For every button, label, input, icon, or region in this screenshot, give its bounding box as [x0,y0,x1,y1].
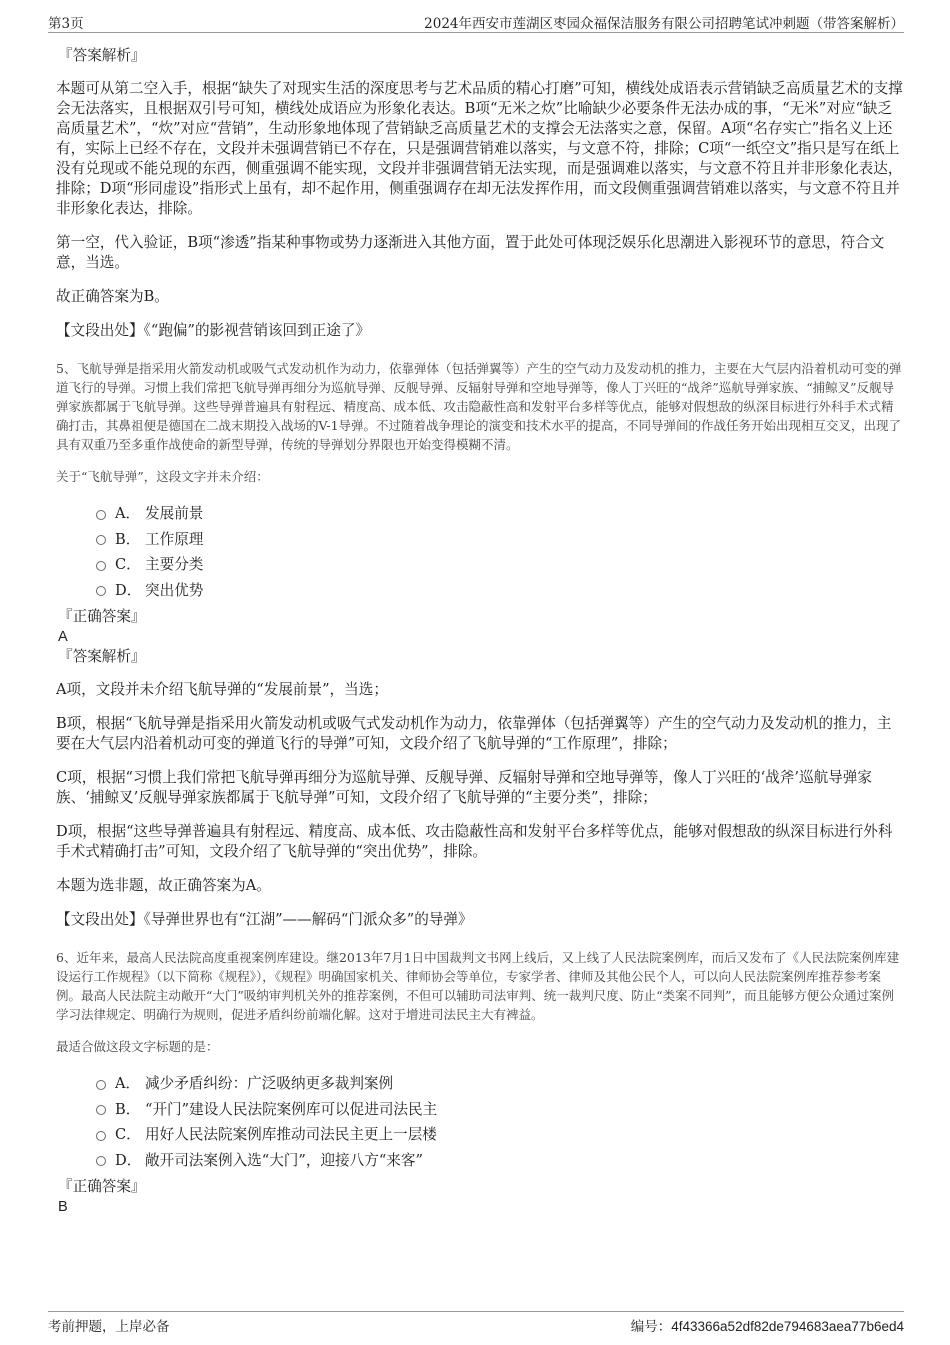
q5-analysis-a: A项，文段并未介绍飞航导弹的“发展前景”，当选； [56,681,388,698]
q5-analysis-b: B项，根据“飞航导弹是指采用火箭发动机或吸气式发动机作为动力，依靠弹体（包括弹翼等）产生的空气动力及发动机的推力，主要在大气层内沿着机动可变的弹道飞行的导弹”可知，文段介绍了飞航导弹的“工作原理”，排除； [56,715,892,752]
radio-icon[interactable] [96,1105,106,1115]
q5-option-c[interactable]: C． 主要分类 [96,551,904,577]
q5-correct-label: 『正确答案』 [58,608,146,625]
q4-analysis-paragraph-2: 第一空，代入验证，B项“渗透”指某种事物或势力逐渐进入其他方面，置于此处可体现泛娱乐化思潮进入影视环节的意思，符合文意，当选。 [56,234,885,271]
q6-question-text: 6、近年来，最高人民法院高度重视案例库建设。继2013年7月1日中国裁判文书网上线后，又上线了人民法院案例库，而后又发布了《人民法院案例库建设运行工作规程》（以下简称《规程》），《规程》明确国家机关、律师协会等单位，专家学者、律师及其他公民个人，可以向人民法院案例库推荐参考案例。最高人民法院主动敞开“大门”吸纳审判机关外的推荐案例，不但可以辅助司法审判、统一裁判尺度、防止“类案不同判”，而且能够方便公众通过案例学习法律规定、明确行为规则，促进矛盾纠纷前端化解。这对于增进司法民主大有裨益。 [56,950,900,1022]
page-header [48,10,904,33]
q6-option-c[interactable]: C． 用好人民法院案例库推动司法民主更上一层楼 [96,1121,904,1147]
radio-icon[interactable] [96,561,106,571]
q5-analysis-d: D项，根据“这些导弹普遍具有射程远、精度高、成本低、攻击隐蔽性高和发射平台多样等优点，能够对假想敌的纵深目标进行外科手术式精确打击”可知，文段介绍了飞航导弹的“突出优势”，排除。 [56,823,893,860]
page-number: 第3页 [48,16,84,32]
radio-icon[interactable] [96,1156,106,1166]
q6-prompt: 最适合做这段文字标题的是： [56,1039,219,1054]
footer-code: 4f43366a52df82de794683aea77b6ed4 [671,1319,904,1334]
q5-source: 【文段出处】《导弹世界也有“江湖”——解码“门派众多”的导弹》 [56,911,473,928]
q5-analysis-label: 『答案解析』 [58,648,146,665]
q4-analysis-paragraph-1: 本题可从第二空入手，根据“缺失了对现实生活的深度思考与艺术品质的精心打磨”可知，横线处成语表示营销缺乏高质量艺术的支撑会无法落实，且根据双引号可知，横线处成语应为形象化表达。B项“无米之炊”比喻缺少必要条件无法办成的事，“无米”对应“缺乏高质量艺术”，“炊”对应“营销”，生动形象地体现了营销缺乏高质量艺术的支撑会无法落实之意，保留。A项“名存实亡”指名义上还有，实际上已经不存在，文段并未强调营销已不存在，只是强调营销难以落实，与文意不符，排除；C项“一纸空文”指只是写在纸上没有兑现或不能兑现的东西，侧重强调不能实现，文段并非强调营销无法实现，而是强调难以落实，与文意不符且并非形象化表达，排除；D项“形同虚设”指形式上虽有，却不起作用，侧重强调存在却无法发挥作用，而文段侧重强调营销难以落实，与文意不符且并非形象化表达，排除。 [56,80,903,217]
radio-icon[interactable] [96,586,106,596]
footer-code-label: 编号： [630,1319,672,1335]
q6-option-a[interactable]: A． 减少矛盾纠纷：广泛吸纳更多裁判案例 [96,1070,904,1096]
q5-option-d[interactable]: D． 突出优势 [96,577,904,603]
document-title: 2024年西安市莲湖区枣园众福保洁服务有限公司招聘笔试冲刺题（带答案解析） [424,16,904,32]
q5-question-text: 5、飞航导弹是指采用火箭发动机或吸气式发动机作为动力，依靠弹体（包括弹翼等）产生的空气动力及发动机的推力，主要在大气层内沿着机动可变的弹道飞行的导弹。习惯上我们常把飞航导弹再细分为巡航导弹、反舰导弹、反辐射导弹和空地导弹等，像人丁兴旺的“战斧”巡航导弹家族、“捕鲸叉”反舰导弹家族都属于飞航导弹。这些导弹普遍具有射程远、精度高、成本低、攻击隐蔽性高和发射平台多样等优点，能够对假想敌的纵深目标进行外科手术式精确打击，其鼻祖便是德国在二战末期投入战场的V-1导弹。不过随着战争理论的演变和技术水平的提高，不同导弹间的作战任务开始出现相互交叉，出现了具有双重乃至多重作战使命的新型导弹，传统的导弹划分界限也开始变得模糊不清。 [56,361,902,452]
q4-analysis-label: 『答案解析』 [58,47,146,64]
q5-option-b[interactable]: B． 工作原理 [96,526,904,552]
q5-prompt: 关于“飞航导弹”，这段文字并未介绍： [56,469,269,484]
radio-icon[interactable] [96,1131,106,1141]
q5-analysis-conclusion: 本题为选非题，故正确答案为A。 [56,877,271,894]
q6-options [56,1070,904,1172]
q5-analysis-c: C项，根据“习惯上我们常把飞航导弹再细分为巡航导弹、反舰导弹、反辐射导弹和空地导弹等，像人丁兴旺的‘战斧’巡航导弹家族、‘捕鲸叉’反舰导弹家族都属于飞航导弹”可知，文段介绍了飞航导弹的“主要分类”，排除； [56,769,872,806]
footer-slogan: 考前押题，上岸必备 [48,1319,170,1335]
q5-correct-answer: A [58,629,68,645]
q4-analysis-conclusion: 故正确答案为B。 [56,288,169,305]
radio-icon[interactable] [96,510,106,520]
radio-icon[interactable] [96,535,106,545]
radio-icon[interactable] [96,1080,106,1090]
page-footer [48,1311,904,1334]
q6-option-b[interactable]: B． “开门”建设人民法院案例库可以促进司法民主 [96,1096,904,1122]
q6-option-d[interactable]: D． 敞开司法案例入选“大门”，迎接八方“来客” [96,1147,904,1173]
q5-option-a[interactable]: A． 发展前景 [96,500,904,526]
q4-source: 【文段出处】《“跑偏”的影视营销该回到正途了》 [56,322,371,339]
q6-correct-answer: B [58,1199,68,1215]
q6-correct-label: 『正确答案』 [58,1178,146,1195]
footer-code-block [631,1315,904,1335]
q5-options [56,500,904,602]
main-content [56,46,904,1217]
